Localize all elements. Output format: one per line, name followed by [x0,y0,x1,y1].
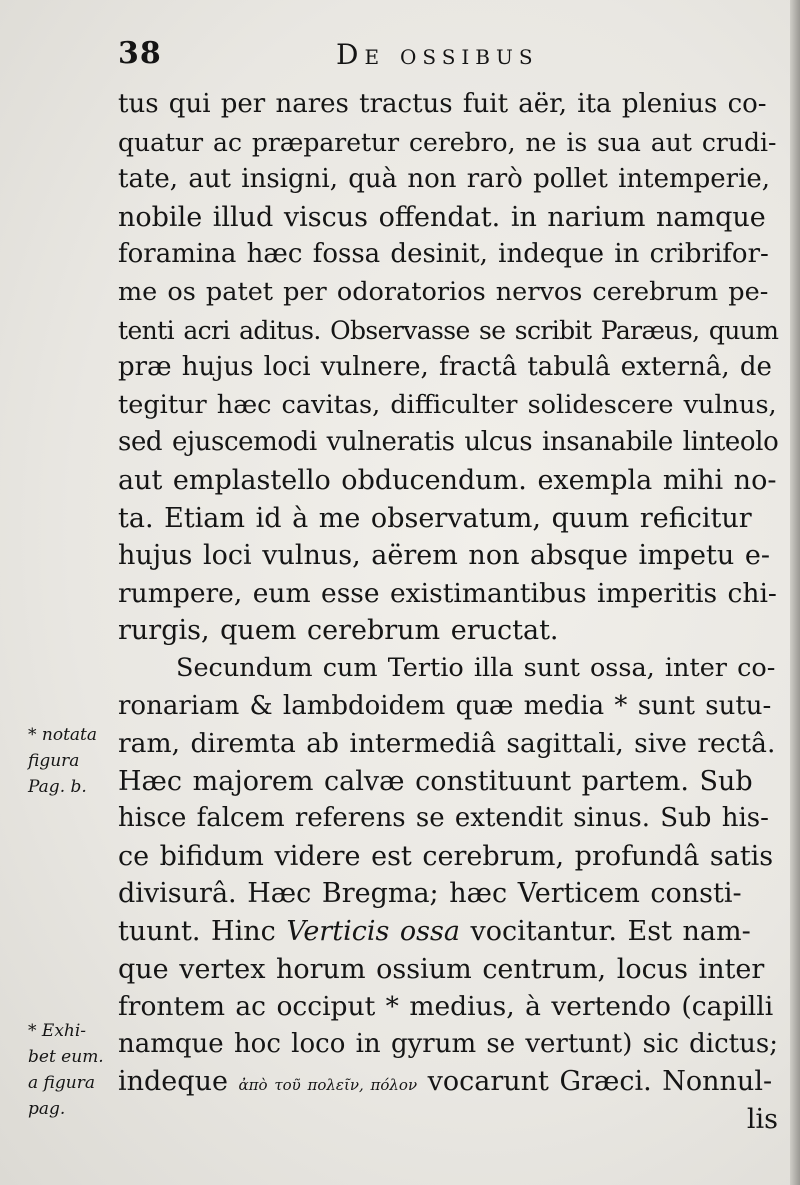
margin-note-line: pag. [28,1099,66,1119]
text-line: foramina hæc fossa desinit, indeque in cribrifor- [118,239,769,270]
text-line: que vertex horum ossium centrum, locus inter [118,953,765,985]
text-line: me os patet per odoratorios nervos cerebrum pe- [118,276,769,307]
line-end: vocarunt Græci. Nonnul- [417,1066,773,1098]
margin-note-line: a figura [28,1073,95,1093]
page-header [118,36,760,76]
text-line: hujus loci vulnus, aërem non absque impetu e- [118,540,770,572]
body-text [118,86,778,1139]
margin-note-line: Pag. b. [28,777,87,797]
page-edge [790,0,800,1185]
text-line: tate, aut insigni, quà non rarò pollet intemperie, [118,164,771,195]
catchword: lis [746,1104,778,1136]
line-start: indeque [118,1066,239,1098]
text-line [118,1063,778,1101]
paragraph-start-line: Secundum cum Tertio illa sunt ossa, inter co- [176,652,776,683]
margin-note-line: * Exhi- [28,1021,87,1041]
text-line: ram, diremta ab intermediâ sagittali, sive rectâ. [118,728,776,760]
text-line: rumpere, eum esse existimantibus imperitis chi- [118,577,777,609]
line-end: vocitantur. Est nam- [459,916,751,948]
text-line: præ hujus loci vulnere, fractâ tabulâ externâ, de [118,352,772,383]
text-line: Hæc majorem calvæ constituunt partem. Sub [118,765,753,797]
text-line: frontem ac occiput * medius, à vertendo (capilli [118,991,774,1023]
text-line: ronariam & lambdoidem quæ media * sunt sutu- [118,690,772,721]
text-line: quatur ac præparetur cerebro, ne is sua aut crudi- [118,127,777,157]
text-line: tegitur hæc cavitas, difficulter solidescere vulnus, [118,389,777,420]
margin-note-line: figura [28,751,80,771]
text-line: namque hoc loco in gyrum se vertunt) sic dictus; [118,1028,778,1059]
text-line: nobile illud viscus offendat. in narium namque [118,201,766,233]
text-line: rurgis, quem cerebrum eructat. [118,615,559,647]
greek-phrase: ἀπὸ τοῦ πολεῖν, πόλον [238,1076,418,1095]
text-line: divisurâ. Hæc Bregma; hæc Verticem consti- [118,878,742,910]
text-line: hisce falcem referens se extendit sinus. Sub his- [118,803,769,834]
text-line: tus qui per nares tractus fuit aër, ita plenius co- [118,89,767,119]
margin-note-line: * notata [28,725,98,745]
line-start: tuunt. Hinc [118,916,287,948]
text-line: ce bifidum videre est cerebrum, profundâ satis [118,840,774,872]
margin-note-line: bet eum. [28,1047,104,1067]
running-head: De ossibus [336,38,539,71]
text-line [118,913,778,951]
page-number: 38 [118,36,162,71]
text-line: tenti acri aditus. Observasse se scribit Paræus, quum [118,315,779,345]
margin-note [28,1018,123,1122]
text-line: sed ejuscemodi vulneratis ulcus insanabile linteolo [118,427,779,458]
margin-note [28,722,123,800]
italic-term: Verticis ossa [286,916,460,948]
text-line: ta. Etiam id à me observatum, quum reficitur [118,502,752,534]
text-line: aut emplastello obducendum. exempla mihi no- [118,464,777,496]
